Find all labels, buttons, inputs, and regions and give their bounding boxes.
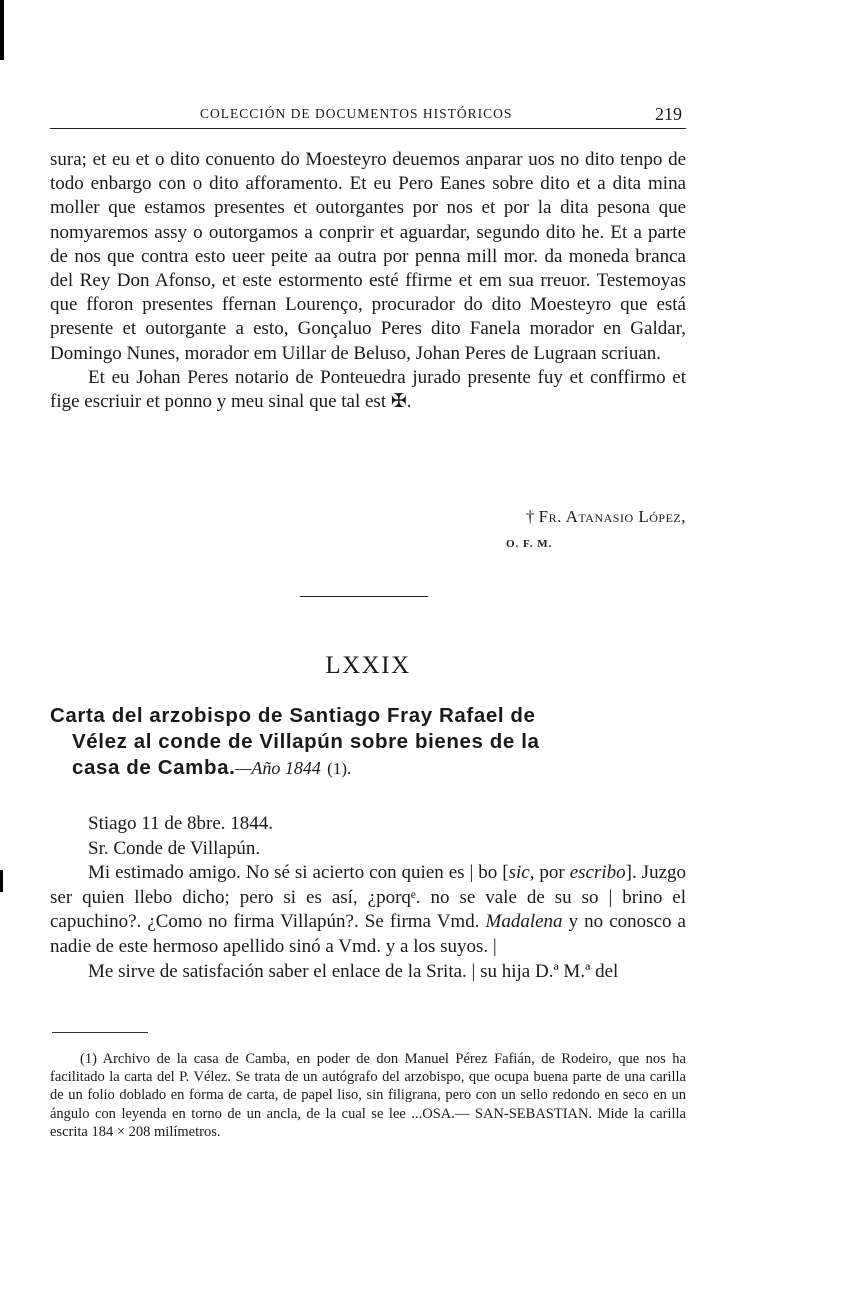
signature [386, 507, 686, 527]
paragraph: sura; et eu et o dito conuento do Moesteyro deuemos anparar uos no dito tenpo de todo enbargo con o dito afforamento. Et eu Pero Eanes sobre dito et a dita mina moller que estamos presentes et outorgantes por nos et por la dita pesona que nomyaremos assy o outorgamos a conprir et aguardar, segundo dito he. Et a parte de nos que contra esto ueer peite aa outra por penna mill mor. da moneda branca del Rey Don Afonso, et este estormento esté ffirme et em sua rreuor. Testemoyas que fforon presentes ffernan Lourenço, procurador do dito Moesteyro que está presente et outorgante a esto, Gonçaluo Peres dito Fanela morador en Galdar, Domingo Nunes, morador em Uillar de Beluso, Johan Peres de Lugraan scriuan. [50, 149, 686, 364]
paragraph: Me sirve de satisfación saber el enlace de la Srita. | su hija D.ª M.ª del [88, 960, 619, 982]
cross-icon: † [525, 507, 535, 526]
signature-order: O. F. M. [506, 538, 553, 550]
text-run: por [534, 862, 570, 884]
signature-name: Fr. Atanasio López, [538, 507, 686, 526]
previous-document-text [50, 148, 686, 414]
footnote-divider [52, 1032, 148, 1033]
text-run: y no conosco a nadie de este hermoso apellido sinó a Vmd. y a los suyos. | [50, 911, 686, 957]
paragraph [50, 861, 686, 959]
page-edge-mark [0, 0, 4, 60]
document-numeral: LXXIX [325, 652, 411, 679]
title-line-last [50, 755, 686, 782]
text-run-italic: sic, [508, 862, 535, 884]
text-run-italic: Madalena [485, 911, 563, 933]
title-line: Carta del arzobispo de Santiago Fray Rafael de [50, 704, 536, 727]
title-year: —Año 1844 [235, 758, 321, 778]
title-line: Vélez al conde de Villapún sobre bienes de la [72, 730, 540, 753]
footnote-ref: (1). [327, 759, 352, 778]
footnote [50, 1050, 686, 1141]
page-edge-mark [0, 870, 3, 892]
text-run: Mi estimado amigo. No sé si acierto con quien es | bo [ [88, 862, 509, 884]
footnote-text: (1) Archivo de la casa de Camba, en poder de don Manuel Pérez Fafián, de Rodeiro, que nos ha facilitado la carta del P. Vélez. Se trata de un autógrafo del arzobispo, que ocupa buena parte de una carilla de un folio doblado en forma de carta, de papel liso, sin filigrana, pero con un sello redondo en seco en un ángulo con leyenda en torno de un ancla, de la cual se lee ...OSA.— SAN-SEBASTIAN. Mide la carilla escrita 184 × 208 milímetros. [50, 1051, 686, 1140]
text-run: ]. Juzgo ser quien llebo dicho; pero si es así, ¿porqᵉ. no se vale de su so | brino el capuchino?. ¿Como no firma Villapún?. Se firma Vmd. [50, 862, 687, 933]
letter-text [50, 812, 686, 984]
text-run-italic: escribo [569, 862, 626, 884]
page-header [50, 104, 686, 129]
title-text: casa de Camba. [72, 756, 236, 779]
place-date: Stiago 11 de 8bre. 1844. [88, 813, 274, 834]
section-divider [300, 596, 428, 597]
running-head: COLECCIÓN DE DOCUMENTOS HISTÓRICOS [200, 106, 513, 121]
paragraph: Et eu Johan Peres notario de Ponteuedra jurado presente fuy et conffirmo et fige escriuir et ponno y meu sinal que tal est ✠. [50, 366, 686, 413]
page-number: 219 [655, 104, 682, 124]
document-title [50, 703, 686, 782]
salutation: Sr. Conde de Villapún. [88, 837, 261, 859]
